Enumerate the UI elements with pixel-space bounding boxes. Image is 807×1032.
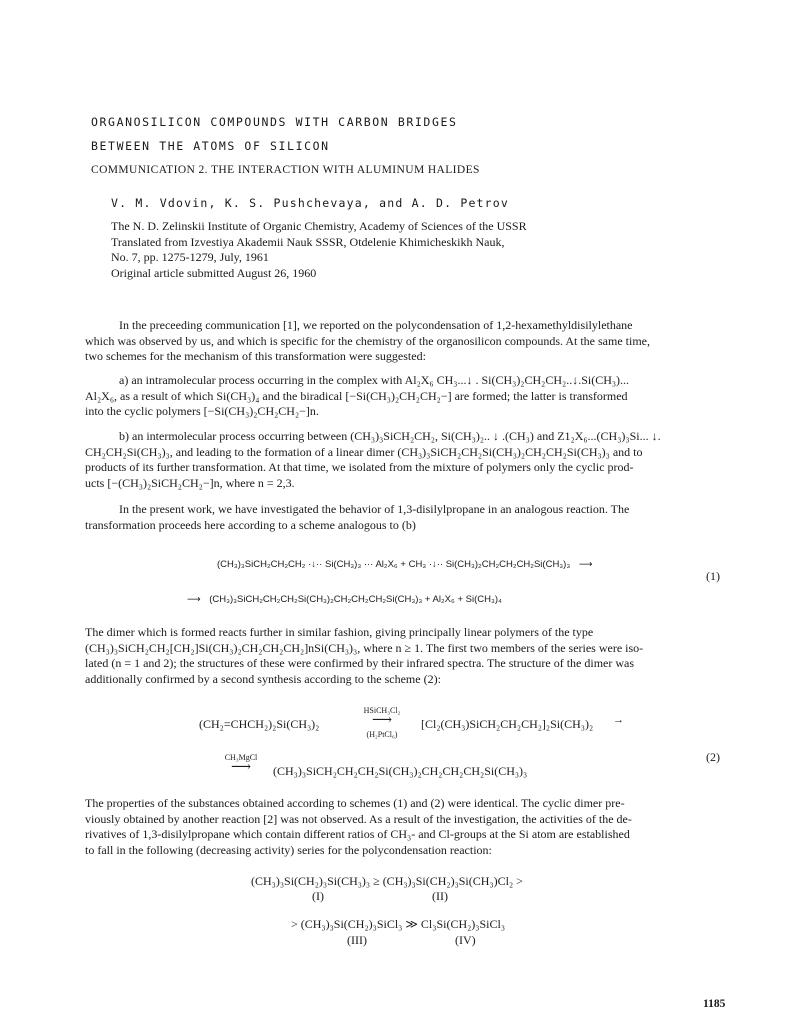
compound-label-II: (II) [432,889,448,903]
text-line: a) an intramolecular process occurring in the complex with Al₂X₆ CH₃...↓ . Si(CH₃)₂CH₂CH₂..↓.Si(CH₃)... [119,373,630,387]
reaction-arrow-icon: → [613,714,624,726]
text-line: Al₂X₆, as a result of which Si(CH₃)₄ and the biradical [−Si(CH₃)₂CH₂CH₂−] are formed; the latter is transformed [85,388,628,403]
paragraph-dimer [85,625,775,687]
paragraph-present-work [85,502,775,533]
paragraph-scheme-a [85,373,775,420]
equation-2-grignard: CH₃MgCl [224,753,258,762]
text-line: In the present work, we have investigated the behavior of 1,3-disilylpropane in an analogous reaction. The [119,502,630,516]
activity-series-row-2: > (CH₃)₃Si(CH₂)₃SiCl₃ ≫ Cl₃Si(CH₂)₃SiCl₃ [291,917,506,931]
communication-title: COMMUNICATION 2. THE INTERACTION WITH ALUMINUM HALIDES [91,164,480,176]
equation-1-line-1 [217,559,592,570]
text-line: In the preceeding communication [1], we reported on the polycondensation of 1,2-hexamethyldisilylethane [119,318,633,332]
text-line: to fall in the following (decreasing activity) series for the polycondensation reaction: [85,842,492,857]
activity-series-row-1: (CH₃)₃Si(CH₂)₃Si(CH₃)₃ ≥ (CH₃)₃Si(CH₂)₃Si(CH₃)Cl₂ > [251,874,523,888]
affiliation [111,219,527,281]
equation-1-number: (1) [706,569,720,583]
equation-2-number: (2) [706,750,720,764]
text-line: rivatives of 1,3-disilylpropane which contain different ratios of CH₃- and Cl-groups at the Si atom are established [85,827,630,842]
paragraph-results [85,796,775,858]
text-line: transformation proceeds here according to a scheme analogous to (b) [85,517,416,532]
text-line: two schemes for the mechanism of this transformation were suggested: [85,349,426,364]
text-line: The properties of the substances obtained according to schemes (1) and (2) were identical. The cyclic dimer pre- [85,796,625,810]
equation-1-reactants: (CH₃)₃SiCH₂CH₂CH₂ ·↓·· Si(CH₃)₃ ··· Al₂X₆ + CH₃ ·↓·· Si(CH₃)₂CH₂CH₂CH₂Si(CH₃)₃ [217,559,571,570]
text-line: ucts [−(CH₃)₂SiCH₂CH₂−]n, where n = 2,3. [85,475,295,490]
title-line-2: BETWEEN THE ATOMS OF SILICON [91,139,330,153]
affiliation-issue: No. 7, pp. 1275-1279, July, 1961 [111,250,269,265]
page-number: 1185 [703,998,726,1010]
reaction-arrow-icon: ⟶ [230,760,252,775]
affiliation-institute: The N. D. Zelinskii Institute of Organic Chemistry, Academy of Sciences of the USSR [111,219,527,233]
compound-label-IV: (IV) [455,933,476,947]
paragraph-intro [85,318,775,365]
reaction-arrow-icon: ⟶ [187,594,201,605]
text-line: products of its further transformation. At that time, we isolated from the mixture of polymers only the cyclic prod- [85,460,634,475]
equation-2 [199,706,729,778]
text-line: into the cyclic polymers [−Si(CH₃)₂CH₂CH₂−]n. [85,404,319,419]
equation-2-intermediate: [Cl₂(CH₃)SiCH₂CH₂CH₂]₂Si(CH₃)₂ [421,717,594,731]
text-line: b) an intermolecular process occurring between (CH₃)₃SiCH₂CH₂, Si(CH₃)₂.. ↓ .(CH₃) and Z1₂X₆...(CH₃)₃Si... ↓. [119,429,661,443]
text-line: lated (n = 1 and 2); the structures of these were confirmed by their infrared spectra. The structure of the dimer was [85,656,635,671]
reaction-arrow-icon: ⟶ [578,559,593,570]
equation-2-reagent: HSiCH₃Cl₂ [363,706,401,715]
text-line: The dimer which is formed reacts further in similar fashion, giving principally linear polymers of the type [85,625,594,639]
affiliation-submitted: Original article submitted August 26, 1960 [111,265,317,280]
text-line: which was observed by us, and which is specific for the chemistry of the organosilicon compounds. At the same time, [85,333,650,348]
compound-label-III: (III) [347,933,367,947]
paragraph-scheme-b [85,429,775,491]
text-line: (CH₃)₃SiCH₂CH₂[CH₂]Si(CH₃)₂CH₂CH₂CH₂]nSi(CH₃)₃, where n ≥ 1. The first two members of the series were iso- [85,640,644,655]
compound-label-I: (I) [312,889,324,903]
equation-2-product: (CH₃)₃SiCH₂CH₂CH₂Si(CH₃)₂CH₂CH₂CH₂Si(CH₃)₃ [273,764,528,778]
text-line: viously obtained by another reaction [2] was not observed. As a result of the investigation, the activities of the de- [85,811,632,826]
reaction-arrow-icon: ⟶ [371,713,393,728]
text-line: additionally confirmed by a second synthesis according to the scheme (2): [85,671,441,686]
equation-2-catalyst: (H₂PtCl₆) [366,730,398,739]
authors: V. M. Vdovin, K. S. Pushchevaya, and A. D. Petrov [111,196,510,210]
text-line: CH₂CH₂Si(CH₃)₃, and leading to the formation of a linear dimer (CH₃)₃SiCH₂CH₂Si(CH₃)₂CH₂CH₂Si(CH₃)₃ and to [85,444,643,459]
equation-1-products: (CH₃)₃SiCH₂CH₂CH₂Si(CH₃)₂CH₂CH₂CH₂Si(CH₃)₃ + Al₂X₆ + Si(CH₃)₄ [209,594,502,605]
title-line-1: ORGANOSILICON COMPOUNDS WITH CARBON BRIDGES [91,115,458,129]
equation-2-reactant: (CH₂=CHCH₂)₂Si(CH₃)₂ [199,717,320,731]
affiliation-translated: Translated from Izvestiya Akademii Nauk SSSR, Otdelenie Khimicheskikh Nauk, [111,234,505,249]
equation-1-line-2 [187,594,502,605]
